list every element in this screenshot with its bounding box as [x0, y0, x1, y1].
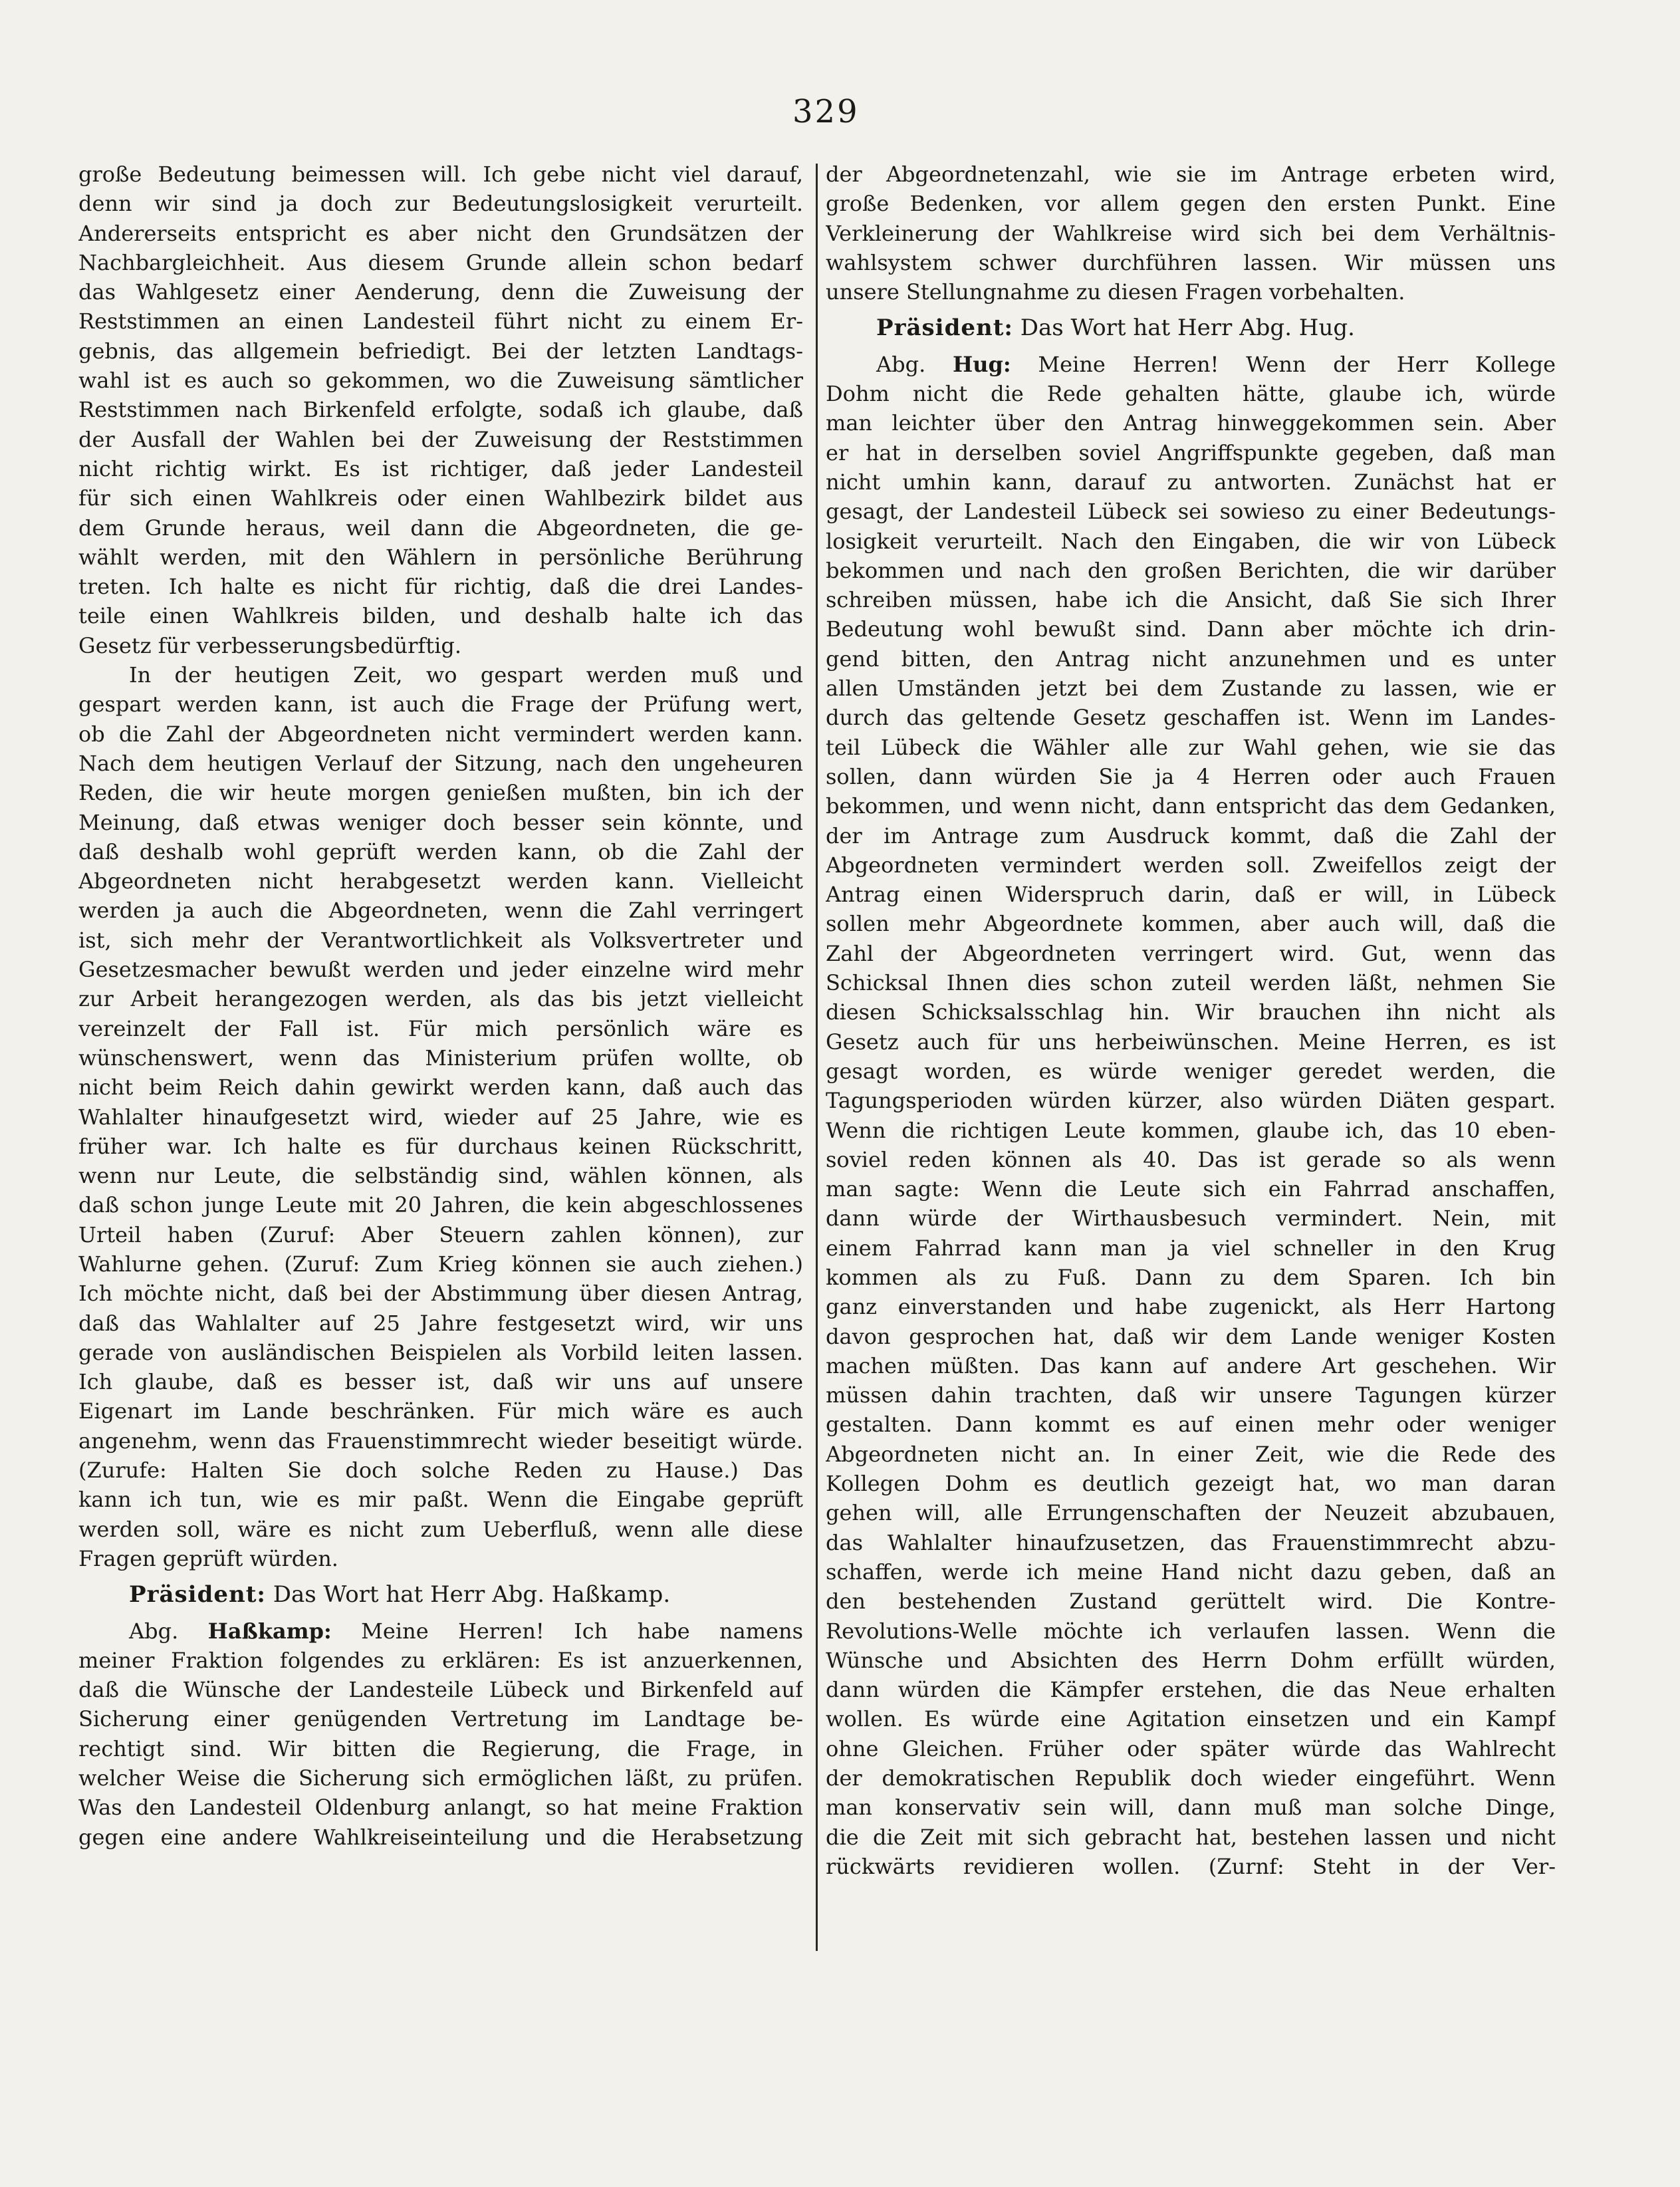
text-line: gestalten. Dann kommt es auf einen mehr oder weniger [826, 1412, 1556, 1438]
text-line: für sich einen Wahlkreis oder einen Wahlbezirk bildet aus [78, 485, 803, 511]
text-line: gerade von ausländischen Beispielen als Vorbild leiten lassen. [78, 1339, 803, 1365]
right-column [826, 160, 1556, 1881]
text-line: nicht umhin kann, darauf zu antworten. Zunächst hat er [826, 469, 1556, 495]
text-line: treten. Ich halte es nicht für richtig, daß die drei Landes- [78, 574, 803, 600]
president-heading [826, 313, 1556, 342]
right-paragraph-1 [826, 160, 1556, 307]
text-line: dann würden die Kämpfer erstehen, die das Neue erhalten [826, 1677, 1556, 1703]
text-line: große Bedenken, vor allem gegen den ersten Punkt. Eine [826, 191, 1556, 217]
text-line: Gesetzesmacher bewußt werden und jeder einzelne wird mehr [78, 957, 803, 983]
text-line: wahlsystem schwer durchführen lassen. Wir müssen uns [826, 249, 1556, 275]
text-line: die die Zeit mit sich gebracht hat, bestehen lassen und nicht [826, 1824, 1556, 1850]
text-line: Wahlurne gehen. (Zuruf: Zum Krieg können sie auch ziehen.) [78, 1251, 803, 1277]
text-line: Reststimmen an einen Landesteil führt nicht zu einem Er- [78, 309, 803, 334]
text-line: Tagungsperioden würden kürzer, also würden Diäten gespart. [826, 1088, 1556, 1114]
president-label: Präsident: [876, 315, 1013, 342]
text-line: wollen. Es würde eine Agitation einsetzen und ein Kampf [826, 1706, 1556, 1732]
text-line: diesen Schicksalsschlag hin. Wir brauchen ihn nicht als [826, 999, 1556, 1025]
text-line: gehen will, alle Errungenschaften der Neuzeit abzubauen, [826, 1500, 1556, 1526]
left-column [78, 160, 803, 1852]
text-line: kann ich tun, wie es mir paßt. Wenn die Eingabe geprüft [78, 1487, 803, 1513]
text-line: Reden, die wir heute morgen genießen mußten, bin ich der [78, 780, 803, 806]
text-line: Nachbargleichheit. Aus diesem Grunde allein schon bedarf [78, 249, 803, 275]
page-number: 329 [792, 93, 860, 130]
text-line: einem Fahrrad kann man ja viel schneller in den Krug [826, 1235, 1556, 1261]
text-line: rechtigt sind. Wir bitten die Regierung, die Frage, in [78, 1736, 803, 1761]
text-line: gend bitten, den Antrag nicht anzunehmen und es unter [826, 646, 1556, 672]
president-text: Das Wort hat Herr Abg. Haßkamp. [273, 1581, 671, 1608]
text-line: denn wir sind ja doch zur Bedeutungslosigkeit verurteilt. [78, 191, 803, 217]
text-line: den bestehenden Zustand gerüttelt wird. Die Kontre- [826, 1589, 1556, 1614]
text-line: In der heutigen Zeit, wo gespart werden muß und [129, 662, 803, 688]
text-line: schreiben müssen, habe ich die Ansicht, daß Sie sich Ihrer [826, 587, 1556, 613]
speaker-prefix: Abg. [129, 1618, 179, 1644]
text-line: ganz einverstanden und habe zugenickt, als Herr Hartong [826, 1294, 1556, 1320]
text-line: werden soll, wäre es nicht zum Ueberfluß, wenn alle diese [78, 1516, 803, 1542]
text-line: Wünsche und Absichten des Herrn Dohm erfüllt würden, [826, 1647, 1556, 1673]
left-paragraph-2 [78, 660, 803, 1573]
text-line: durch das geltende Gesetz geschaffen ist. Wenn im Landes- [826, 705, 1556, 731]
president-text: Das Wort hat Herr Abg. Hug. [1020, 315, 1355, 342]
text-line: Andererseits entspricht es aber nicht den Grundsätzen der [78, 220, 803, 246]
text-line: Meinung, daß etwas weniger doch besser sein könnte, und [78, 809, 803, 835]
text-line: soviel reden können als 40. Das ist gerade so als wenn [826, 1146, 1556, 1172]
text-line: man konservativ sein will, dann muß man solche Dinge, [826, 1795, 1556, 1821]
text-line: ist, sich mehr der Verantwortlichkeit als Volksvertreter und [78, 927, 803, 953]
text-line: kommen als zu Fuß. Dann zu dem Sparen. Ich bin [826, 1264, 1556, 1290]
text-line: nicht beim Reich dahin gewirkt werden kann, daß auch das [78, 1075, 803, 1100]
text-line: Verkleinerung der Wahlkreise wird sich bei dem Verhältnis- [826, 220, 1556, 246]
text-line: gesagt worden, es würde weniger geredet werden, die [826, 1058, 1556, 1084]
text-line: davon gesprochen hat, daß wir dem Lande weniger Kosten [826, 1323, 1556, 1349]
text-line: der Abgeordnetenzahl, wie sie im Antrage erbeten wird, [826, 162, 1556, 187]
text-line: ob die Zahl der Abgeordneten nicht vermindert werden kann. [78, 721, 803, 747]
text-line: gebnis, das allgemein befriedigt. Bei der letzten Landtags- [78, 338, 803, 364]
text-line: unsere Stellungnahme zu diesen Fragen vorbehalten. [826, 279, 1405, 305]
text-line: Kollegen Dohm es deutlich gezeigt hat, wo man daran [826, 1471, 1556, 1497]
text-line: wünschenswert, wenn das Ministerium prüfen wollte, ob [78, 1045, 803, 1071]
text-line: das Wahlalter hinaufzusetzen, das Frauenstimmrecht abzu- [826, 1529, 1556, 1555]
text-line: früher war. Ich halte es für durchaus keinen Rückschritt, [78, 1133, 803, 1159]
text-line: Bedeutung wohl bewußt sind. Dann aber möchte ich drin- [826, 616, 1556, 642]
text-line: Eigenart im Lande beschränken. Für mich wäre es auch [78, 1398, 803, 1424]
text-line: daß schon junge Leute mit 20 Jahren, die kein abgeschlossenes [78, 1192, 803, 1218]
text-line: losigkeit verurteilt. Nach den Eingaben, die wir von Lübeck [826, 528, 1556, 554]
text-line: dann würde der Wirthausbesuch vermindert. Nein, mit [826, 1206, 1556, 1231]
text-line: Wahlalter hinaufgesetzt wird, wieder auf 25 Jahre, wie es [78, 1104, 803, 1130]
text-line: das Wahlgesetz einer Aenderung, denn die Zuweisung der [78, 279, 803, 305]
text-line: Reststimmen nach Birkenfeld erfolgte, sodaß ich glaube, daß [78, 397, 803, 423]
text-line: Abgeordneten nicht an. In einer Zeit, wie die Rede des [826, 1441, 1556, 1467]
right-speech-hug [826, 350, 1556, 1881]
text-line: machen müßten. Das kann auf andere Art geschehen. Wir [826, 1352, 1556, 1378]
text-line: bekommen und nach den großen Berichten, die wir darüber [826, 557, 1556, 583]
text-line: daß deshalb wohl geprüft werden kann, ob die Zahl der [78, 838, 803, 864]
text-line: er hat in derselben soviel Angriffspunkte gegeben, daß man [826, 440, 1556, 465]
text-line: daß das Wahlalter auf 25 Jahre festgesetzt wird, wir uns [78, 1310, 803, 1336]
left-paragraph-1 [78, 160, 803, 660]
text-line: Wenn die richtigen Leute kommen, glaube ich, das 10 eben- [826, 1117, 1556, 1143]
text-line: Antrag einen Widerspruch darin, daß er will, in Lübeck [826, 882, 1556, 908]
text-line: Schicksal Ihnen dies schon zuteil werden läßt, nehmen Sie [826, 970, 1556, 996]
text-line: große Bedeutung beimessen will. Ich gebe nicht viel darauf, [78, 162, 803, 187]
text-line: müssen dahin trachten, daß wir unsere Tagungen kürzer [826, 1382, 1556, 1408]
text-line: Sicherung einer genügenden Vertretung im Landtage be- [78, 1706, 803, 1732]
text-line: werden ja auch die Abgeordneten, wenn die Zahl verringert [78, 898, 803, 924]
text-line: der im Antrage zum Ausdruck kommt, daß die Zahl der [826, 823, 1556, 848]
text-line: gesagt, der Landesteil Lübeck sei sowieso zu einer Bedeutungs- [826, 499, 1556, 525]
text-line: zur Arbeit herangezogen werden, als das bis jetzt vielleicht [78, 986, 803, 1012]
speaker-first-text: Meine Herren! Ich habe namens [361, 1618, 803, 1644]
president-label: Präsident: [129, 1581, 266, 1608]
text-line: der demokratischen Republik doch wieder eingeführt. Wenn [826, 1765, 1556, 1791]
text-line: rückwärts revidieren wollen. (Zurnf: Steht in der Ver- [826, 1853, 1556, 1879]
president-heading [78, 1580, 803, 1609]
text-line: Was den Landesteil Oldenburg anlangt, so hat meine Fraktion [78, 1795, 803, 1821]
speaker-name: Hug: [952, 351, 1011, 377]
speaker-line [826, 350, 1556, 379]
text-line: meiner Fraktion folgendes zu erklären: Es ist anzuerkennen, [78, 1647, 803, 1673]
column-divider [816, 164, 818, 1951]
text-line: Ich glaube, daß es besser ist, daß wir uns auf unsere [78, 1369, 803, 1395]
text-line: angenehm, wenn das Frauenstimmrecht wieder beseitigt würde. [78, 1428, 803, 1454]
text-line: Abgeordneten vermindert werden soll. Zweifellos zeigt der [826, 852, 1556, 878]
speaker-first-text: Meine Herren! Wenn der Herr Kollege [1038, 351, 1556, 377]
text-line: welcher Weise die Sicherung sich ermöglichen läßt, zu prüfen. [78, 1765, 803, 1791]
left-speech-hasskamp [78, 1616, 803, 1852]
text-line: gespart werden kann, ist auch die Frage der Prüfung wert, [78, 692, 803, 717]
text-line: wenn nur Leute, die selbständig sind, wählen können, als [78, 1163, 803, 1189]
text-line: bekommen, und wenn nicht, dann entspricht das dem Gedanken, [826, 793, 1556, 819]
text-line: Urteil haben (Zuruf: Aber Steuern zahlen können), zur [78, 1222, 803, 1247]
text-line: dem Grunde heraus, weil dann die Abgeordneten, die ge- [78, 515, 803, 541]
text-line: schaffen, werde ich meine Hand nicht dazu geben, daß an [826, 1559, 1556, 1585]
text-line: ohne Gleichen. Früher oder später würde das Wahlrecht [826, 1736, 1556, 1761]
text-line: teile einen Wahlkreis bilden, und deshalb halte ich das [78, 603, 803, 629]
text-line: Nach dem heutigen Verlauf der Sitzung, nach den ungeheuren [78, 750, 803, 776]
text-line: der Ausfall der Wahlen bei der Zuweisung der Reststimmen [78, 426, 803, 452]
speaker-name: Haßkamp: [207, 1618, 332, 1644]
text-line: vereinzelt der Fall ist. Für mich persönlich wäre es [78, 1015, 803, 1041]
speaker-line [78, 1616, 803, 1646]
text-line: Dohm nicht die Rede gehalten hätte, glaube ich, würde [826, 381, 1556, 407]
text-line: Gesetz auch für uns herbeiwünschen. Meine Herren, es ist [826, 1029, 1556, 1055]
text-line: daß die Wünsche der Landesteile Lübeck und Birkenfeld auf [78, 1677, 803, 1703]
text-line: sollen mehr Abgeordnete kommen, aber auch will, daß die [826, 911, 1556, 937]
text-line: wahl ist es auch so gekommen, wo die Zuweisung sämtlicher [78, 368, 803, 394]
text-line: teil Lübeck die Wähler alle zur Wahl gehen, wie sie das [826, 734, 1556, 760]
text-line: Gesetz für verbesserungsbedürftig. [78, 632, 462, 658]
text-line: Zahl der Abgeordneten verringert wird. Gut, wenn das [826, 940, 1556, 966]
text-line: man sagte: Wenn die Leute sich ein Fahrrad anschaffen, [826, 1176, 1556, 1202]
text-line: wählt werden, mit den Wählern in persönliche Berührung [78, 544, 803, 570]
speaker-prefix: Abg. [876, 351, 926, 377]
text-line: sollen, dann würden Sie ja 4 Herren oder auch Frauen [826, 763, 1556, 789]
text-line: Ich möchte nicht, daß bei der Abstimmung über diesen Antrag, [78, 1281, 803, 1307]
text-line: Revolutions-Welle möchte ich verlaufen lassen. Wenn die [826, 1618, 1556, 1644]
text-line: Fragen geprüft würden. [78, 1545, 338, 1571]
text-line: Abgeordneten nicht herabgesetzt werden kann. Vielleicht [78, 868, 803, 894]
text-line: nicht richtig wirkt. Es ist richtiger, daß jeder Landesteil [78, 455, 803, 481]
text-line: allen Umständen jetzt bei dem Zustande zu lassen, wie er [826, 676, 1556, 702]
text-line: man leichter über den Antrag hinweggekommen sein. Aber [826, 410, 1556, 436]
text-line: gegen eine andere Wahlkreiseinteilung und die Herabsetzung [78, 1824, 803, 1850]
text-line: (Zurufe: Halten Sie doch solche Reden zu Hause.) Das [78, 1458, 803, 1483]
